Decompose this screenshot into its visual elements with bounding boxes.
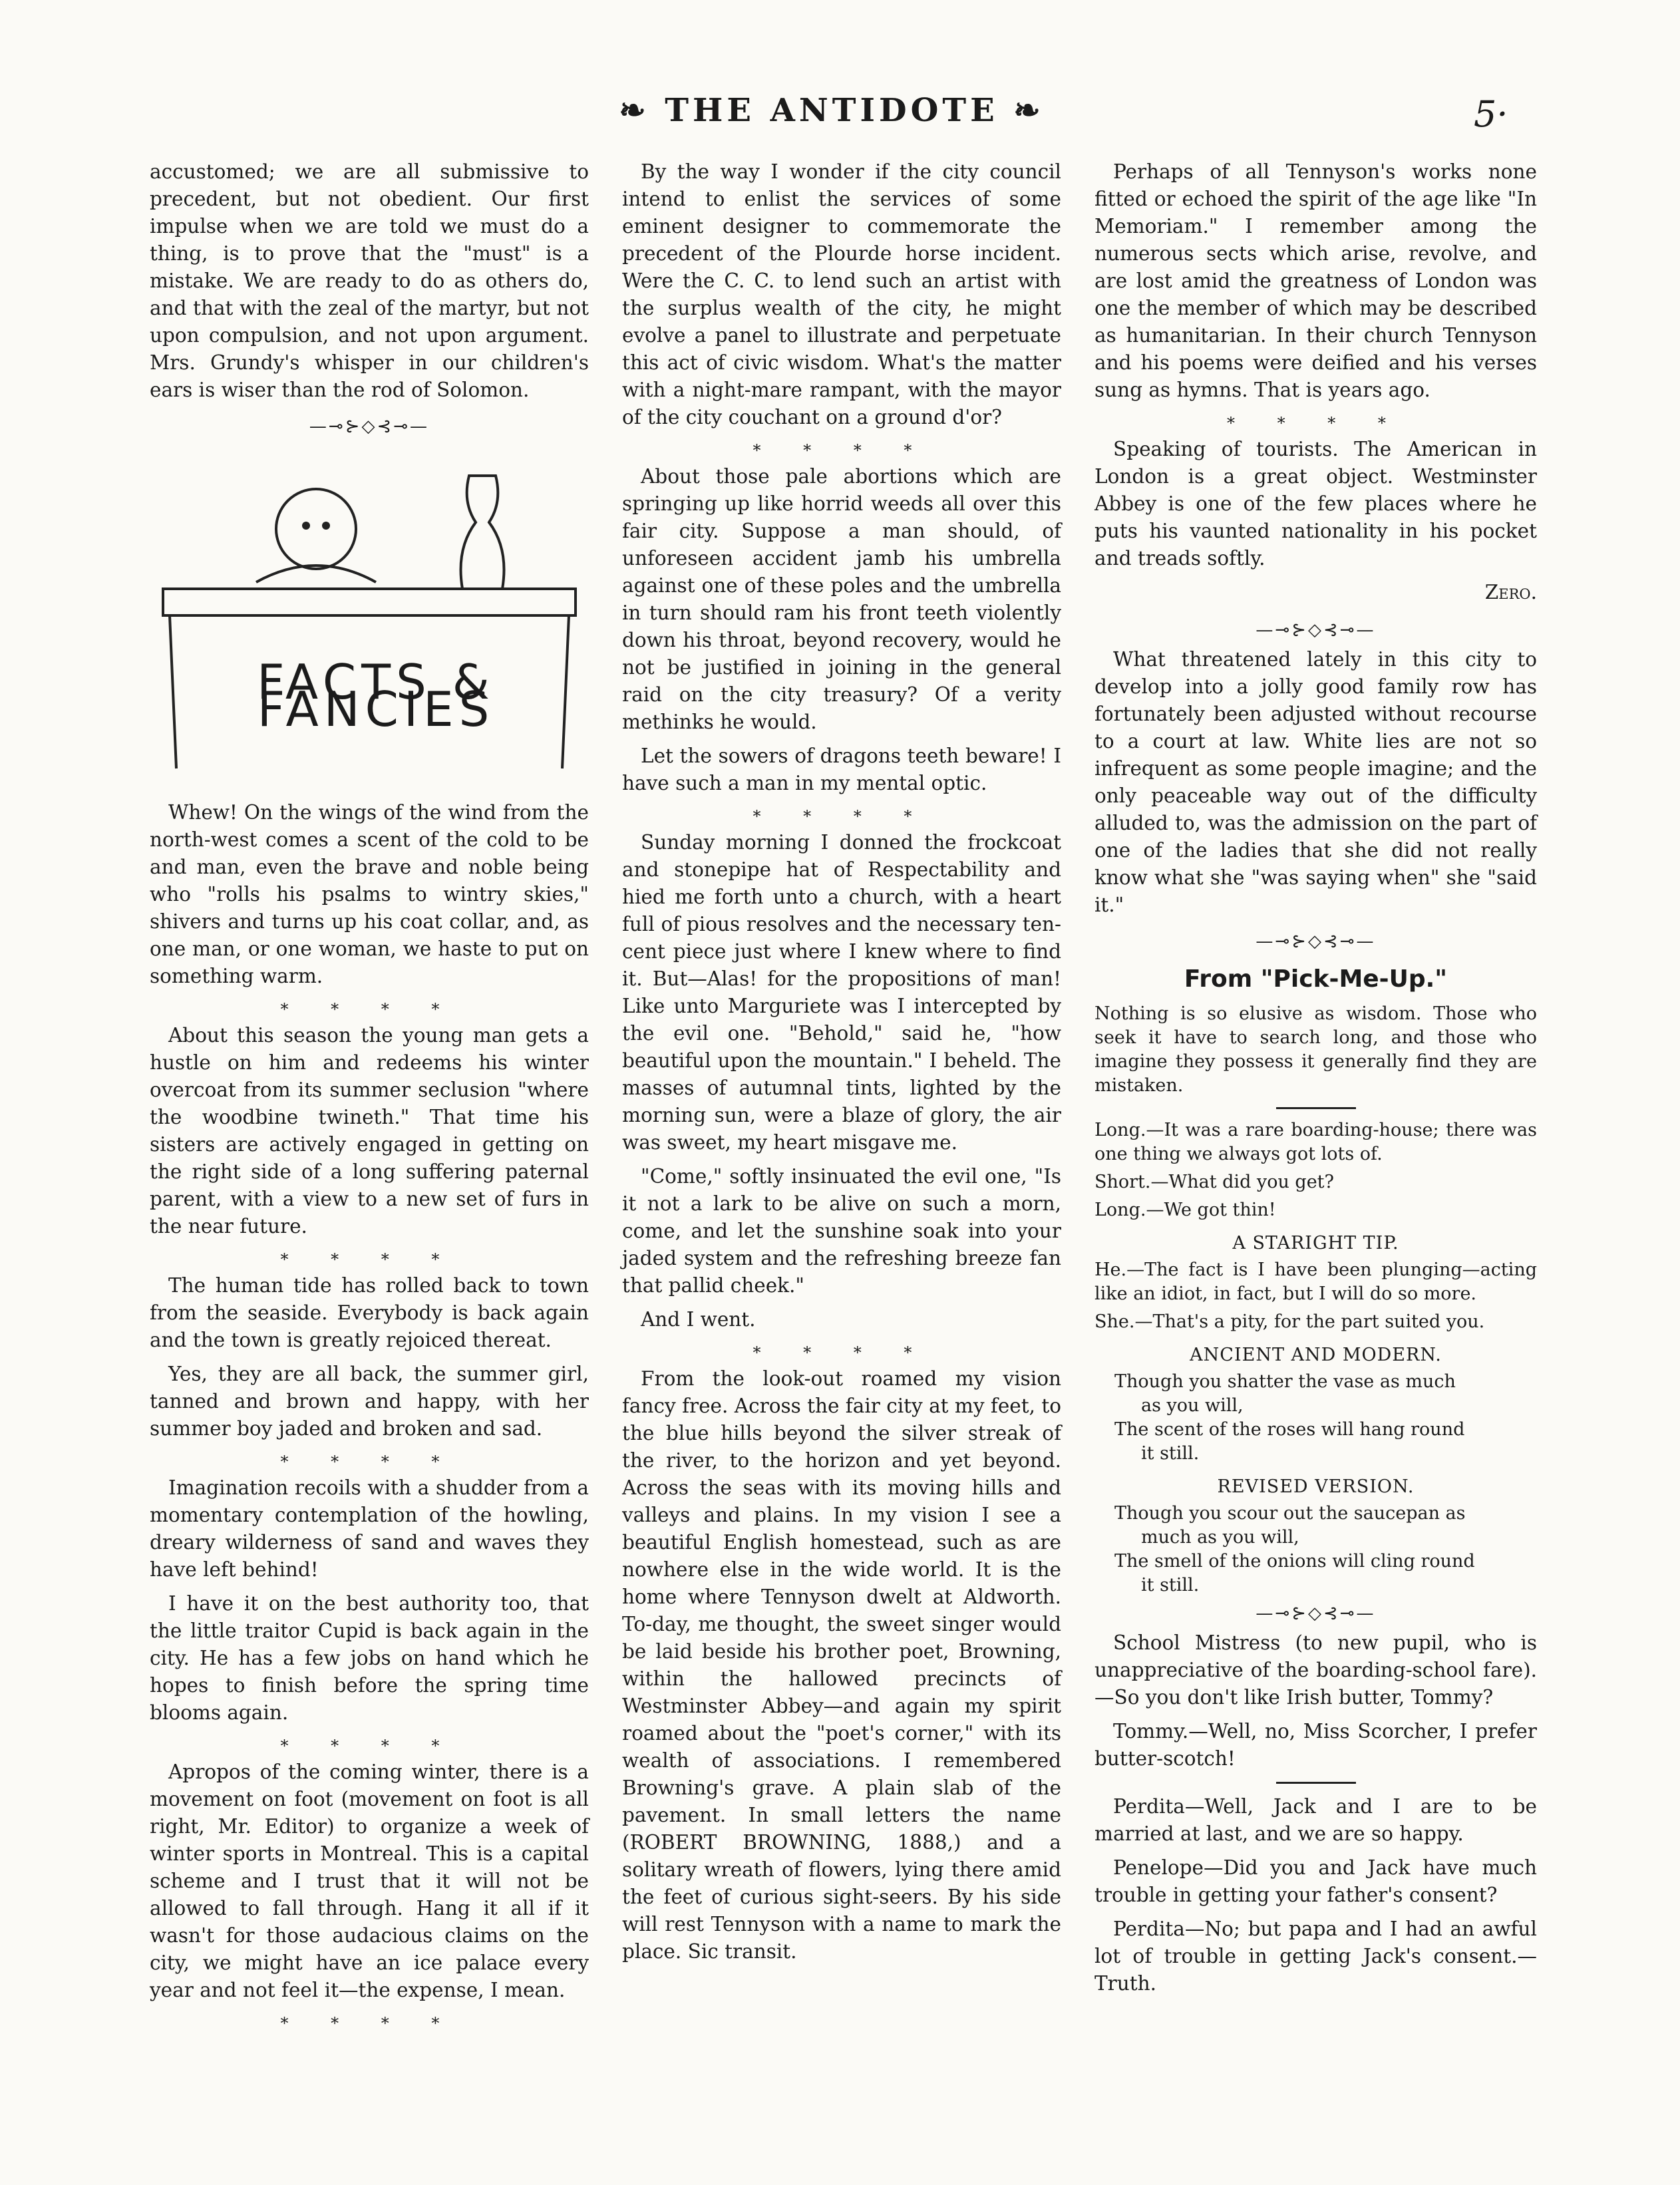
verse <box>1114 1502 1537 1597</box>
section-stars: * * * * <box>753 1343 931 1362</box>
verse-line: much as you will, <box>1141 1527 1299 1548</box>
paragraph: Tommy.—Well, no, Miss Scorcher, I prefer butter-scotch! <box>1094 1720 1537 1770</box>
dialogue-line: He.—The fact is I have been plunging—acting like an idiot, in fact, but I will do so more. <box>1094 1260 1537 1304</box>
masthead-title: THE ANTIDOTE <box>665 92 999 129</box>
verse-line: Though you scour out the saucepan as <box>1114 1503 1466 1524</box>
paragraph: And I went. <box>641 1308 756 1331</box>
paragraph: Imagination recoils with a shudder from a momentary contemplation of the howling, dreary wilderness of sand and waves they have left behind! <box>150 1476 589 1581</box>
section-stars: * * * * <box>280 1250 458 1269</box>
subheading: A STARIGHT TIP. <box>1232 1233 1399 1254</box>
paragraph: Let the sowers of dragons teeth beware! I have such a man in my mental optic. <box>622 745 1061 794</box>
paragraph: Yes, they are all back, the summer girl, tanned and brown and happy, with her summer boy jaded and broken and sad. <box>150 1363 589 1440</box>
paragraph: School Mistress (to new pupil, who is unappreciative of the boarding-school fare).—So you don't like Irish butter, Tommy? <box>1094 1631 1537 1709</box>
paragraph: The human tide has rolled back to town from the seaside. Everybody is back again and the town is greatly rejoiced thereat. <box>150 1274 589 1351</box>
verse-line: it still. <box>1141 1575 1200 1596</box>
masthead-ornament-left: ❧ <box>619 92 650 129</box>
section-stars: * * * * <box>753 441 931 460</box>
section-stars: * * * * <box>280 1737 458 1755</box>
ornamental-divider: —⊸⊱◇⊰⊸— <box>1256 931 1376 951</box>
paragraph: Whew! On the wings of the wind from the north-west comes a scent of the cold to be and man, even the brave and noble being who "rolls his psalms to wintry skies," shivers and turns up his coat collar, and, as one man, or one woman, we haste to put on something warm. <box>150 801 589 987</box>
column-1 <box>150 158 589 2036</box>
section-title: From "Pick-Me-Up." <box>1184 965 1448 993</box>
paragraph: Perhaps of all Tennyson's works none fitted or echoed the spirit of the age like "In Memoriam." I remember among the numerous sects which arise, revolve, and are lost amid the greatness of London was one the member of which may be described as humanitarian. In their church Tennyson and his poems were deified and his verses sung as hymns. That is years ago. <box>1094 160 1537 401</box>
paragraph: About those pale abortions which are springing up like horrid weeds all over this fair city. Suppose a man should, of unforeseen accident jamb his umbrella against one of these poles and the umbrella in turn should ram his front teeth violently down his throat, beyond recovery, would he not be justified in joining in the general raid on the city treasury? Of a verity methinks he would. <box>622 465 1061 733</box>
section-stars: * * * * <box>753 807 931 826</box>
rule <box>1276 1782 1356 1784</box>
signature: Zero. <box>1484 581 1537 603</box>
column-3 <box>1094 158 1537 2004</box>
paragraph: "Come," softly insinuated the evil one, "Is it not a lark to be alive on such a morn, come, and let the sunshine soak into your jaded system and the refreshing breeze fan that pallid cheek." <box>622 1165 1061 1297</box>
paragraph: Sunday morning I donned the frockcoat and stonepipe hat of Respectability and hied me forth unto a church, with a heart full of pious resolves and the necessary ten-cent piece just where I knew where to find it. But—Alas! for the propositions of man! Like unto Marguriete was I intercepted by the evil one. "Behold," said he, "how beautiful upon the mountain." I beheld. The masses of autumnal tints, lighted by the morning sun, were a blaze of glory, the air was sweet, my heart misgave me. <box>622 831 1061 1154</box>
ornamental-divider: —⊸⊱◇⊰⊸— <box>1256 1603 1376 1623</box>
paragraph: What threatened lately in this city to develop into a jolly good family row has fortunately been adjusted without recourse to a court at law. White lies are not so infrequent as some people imagine; and the only peaceable way out of the difficulty alluded to, was the admission on the part of one of the ladies that she did not really know what she "was saying when" she "said it." <box>1094 648 1537 916</box>
verse <box>1114 1370 1537 1466</box>
paragraph: Perdita—Well, Jack and I are to be married at last, and we are so happy. <box>1094 1795 1537 1845</box>
ornamental-divider: —⊸⊱◇⊰⊸— <box>1256 620 1376 640</box>
section-stars: * * * * <box>280 2014 458 2033</box>
masthead-ornament-right: ❧ <box>1013 92 1045 129</box>
facts-and-fancies-illustration <box>150 449 589 782</box>
paragraph: I have it on the best authority too, that the little traitor Cupid is back again in the city. He has a few jobs on hand which he hopes to finish before the spring time blooms again. <box>150 1592 589 1724</box>
column-2 <box>622 158 1061 1972</box>
paragraph: About this season the young man gets a hustle on him and redeems his winter overcoat from its summer seclusion "where the woodbine twineth." That time his sisters are actively engaged in getting on the right side of a long suffering paternal parent, with a view to a new set of furs in the near future. <box>150 1024 589 1238</box>
verse-line: as you will, <box>1141 1395 1244 1416</box>
dialogue-line: Short.—What did you get? <box>1094 1172 1335 1192</box>
subheading: REVISED VERSION. <box>1217 1476 1415 1497</box>
masthead <box>599 92 1065 138</box>
section-stars: * * * * <box>1227 414 1405 432</box>
paragraph: Speaking of tourists. The American in London is a great object. Westminster Abbey is one of the few places where he puts his vaunted nationality in his pocket and treads softly. <box>1094 438 1537 570</box>
illustration-caption: FACTS & FANCIES <box>257 654 495 737</box>
verse-line: The scent of the roses will hang round <box>1114 1419 1465 1440</box>
subheading: ANCIENT AND MODERN. <box>1190 1345 1442 1365</box>
paragraph: Penelope—Did you and Jack have much trouble in getting your father's consent? <box>1094 1856 1537 1906</box>
paragraph: By the way I wonder if the city council intend to enlist the services of some eminent designer to commemorate the precedent of the Plourde horse incident. Were the C. C. to lend such an artist with the surplus wealth of the city, he might evolve a panel to illustrate and perpetuate this act of civic wisdom. What's the matter with a night-mare rampant, with the mayor of the city couchant on a ground d'or? <box>622 160 1061 428</box>
verse-line: Though you shatter the vase as much <box>1114 1371 1456 1392</box>
verse-line: The smell of the onions will cling round <box>1114 1551 1475 1572</box>
dialogue-line: Long.—It was a rare boarding-house; there was one thing we always got lots of. <box>1094 1120 1537 1164</box>
paragraph: Nothing is so elusive as wisdom. Those who seek it have to search long, and those who imagine they possess it generally find they are mistaken. <box>1094 1003 1537 1096</box>
rule <box>1276 1107 1356 1109</box>
dialogue-line: She.—That's a pity, for the part suited you. <box>1094 1311 1485 1332</box>
paragraph: From the look-out roamed my vision fancy free. Across the fair city at my feet, to the blue hills beyond the silver streak of the river, to the horizon and yet beyond. Across the seas with its moving hills and valleys and plains. In my vision I see a beautiful English homestead, such as are nowhere else in the wide world. It is the home where Tennyson dwelt at Aldworth. To-day, me thought, the sweet singer would be laid beside his brother poet, Browning, within the hallowed precincts of Westminster Abbey—and again my spirit roamed about the "poet's corner," with its wealth of associations. I remembered Browning's grave. A plain slab of the pavement. In small letters the name (ROBERT BROWNING, 1888,) and a solitary wreath of flowers, lying there amid the feet of curious sight-seers. By his side will rest Tennyson with a name to mark the place. Sic transit. <box>622 1367 1061 1963</box>
ornamental-divider: —⊸⊱◇⊰⊸— <box>309 417 430 436</box>
section-stars: * * * * <box>280 1000 458 1019</box>
paragraph: Apropos of the coming winter, there is a movement on foot (movement on foot is all right, Mr. Editor) to organize a week of winter sports in Montreal. This is a capital scheme and I trust that it will not be allowed to fall through. Hang it all if it wasn't for those audacious claims on the city, we might have an ice palace every year and not feel it—the expense, I mean. <box>150 1761 589 2001</box>
page-number: 5· <box>1474 93 1508 135</box>
verse-line: it still. <box>1141 1443 1200 1464</box>
section-stars: * * * * <box>280 1452 458 1471</box>
pick-me-up-section <box>1094 1002 1537 1597</box>
dialogue-line: Long.—We got thin! <box>1094 1200 1276 1220</box>
paragraph: accustomed; we are all submissive to precedent, but not obedient. Our first impulse when we are told we must do a thing, is to prove that the "must" is a mistake. We are ready to do as others do, and that with the zeal of the martyr, but not upon compulsion, and not upon argument. Mrs. Grundy's whisper in our children's ears is wiser than the rod of Solomon. <box>150 160 589 401</box>
paragraph: Perdita—No; but papa and I had an awful lot of trouble in getting Jack's consent.—Truth. <box>1094 1918 1537 1995</box>
